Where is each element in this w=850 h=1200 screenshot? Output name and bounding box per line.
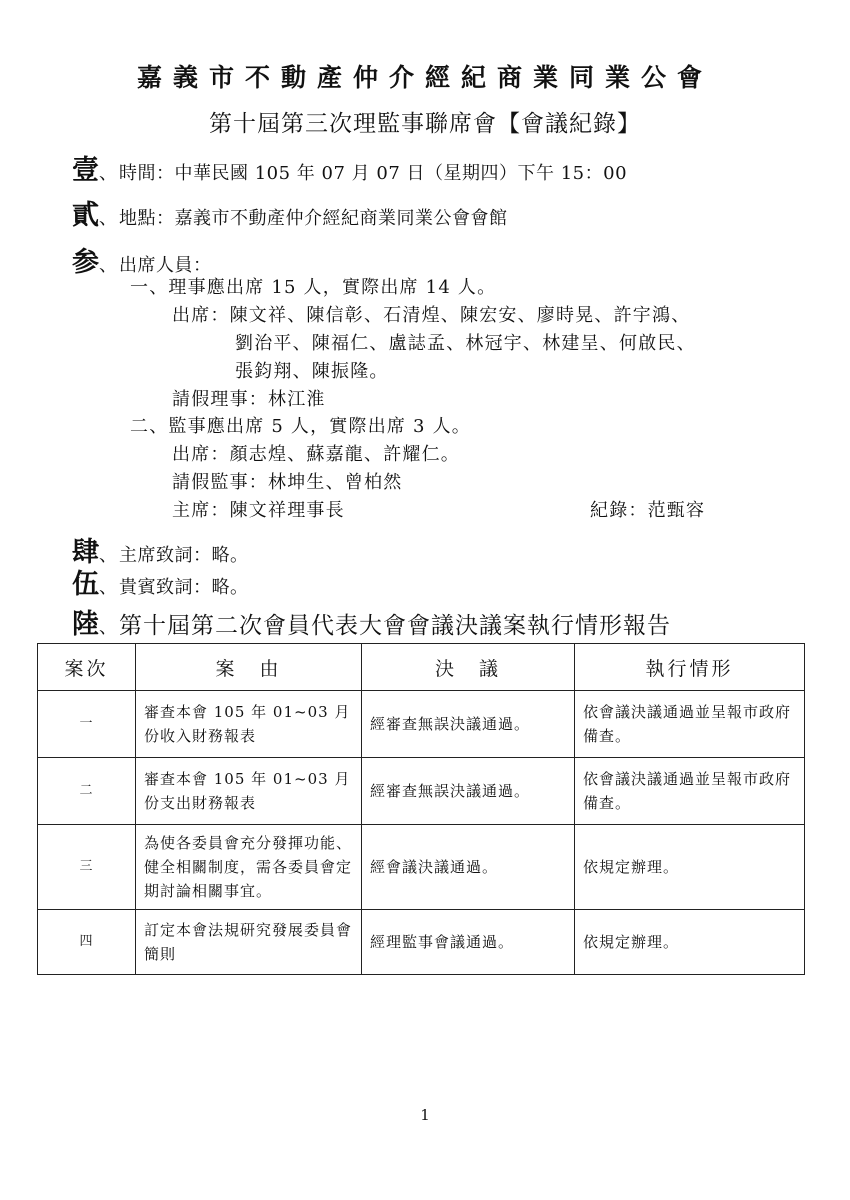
section-separator: 、	[99, 617, 117, 638]
case-subject: 審查本會 105 年 01~03 月份收入財務報表	[136, 691, 362, 758]
table-row	[38, 691, 805, 758]
case-subject: 審查本會 105 年 01~03 月份支出財務報表	[136, 758, 362, 825]
meeting-title: 第十屆第三次理監事聯席會【會議紀錄】	[209, 111, 641, 137]
case-subject: 訂定本會法規研究發展委員會簡則	[136, 910, 362, 975]
header-case-number: 案次	[38, 644, 136, 691]
table-row	[38, 758, 805, 825]
section-text: 出席人員：	[119, 255, 212, 276]
supervisors-heading: 二、監事應出席 5 人，實際出席 3 人。	[130, 416, 471, 437]
case-resolution: 經會議決議通過。	[362, 825, 575, 910]
section-report	[72, 602, 671, 641]
recorder: 紀錄：范甄容	[590, 500, 706, 521]
case-status: 依會議決議通過並呈報市政府備查。	[575, 758, 805, 825]
page-number: 1	[420, 1106, 430, 1124]
case-number: 一	[38, 691, 136, 758]
header-resolution: 決 議	[362, 644, 575, 691]
section-number: 肆	[72, 537, 99, 568]
section-guest-speech	[72, 562, 249, 601]
chairperson: 主席：陳文祥理事長	[172, 500, 345, 521]
table-header-row	[38, 644, 805, 691]
section-separator: 、	[99, 255, 117, 276]
org-title: 嘉義市不動產仲介經紀商業同業公會	[136, 63, 713, 92]
section-number: 貳	[72, 200, 99, 231]
directors-present-line-2: 劉治平、陳福仁、盧誌孟、林冠宇、林建呈、何啟民、	[235, 333, 696, 354]
directors-on-leave: 請假理事：林江淮	[172, 389, 326, 410]
directors-present-line-3: 張鈞翔、陳振隆。	[235, 361, 389, 382]
section-text: 時間：中華民國 105 年 07 月 07 日（星期四）下午 15：00	[119, 163, 628, 184]
case-status: 依規定辦理。	[575, 910, 805, 975]
case-resolution: 經審查無誤決議通過。	[362, 758, 575, 825]
table-row	[38, 825, 805, 910]
supervisors-present: 出席：顏志煌、蘇嘉龍、許耀仁。	[172, 444, 460, 465]
section-text: 貴賓致詞：略。	[119, 577, 249, 598]
header-subject: 案 由	[136, 644, 362, 691]
section-number: 参	[72, 247, 99, 278]
section-number: 壹	[72, 155, 99, 186]
case-number: 二	[38, 758, 136, 825]
section-time	[72, 148, 627, 187]
case-status: 依規定辦理。	[575, 825, 805, 910]
section-separator: 、	[99, 163, 117, 184]
section-text: 地點：嘉義市不動產仲介經紀商業同業公會會館	[119, 208, 508, 229]
case-resolution: 經審查無誤決議通過。	[362, 691, 575, 758]
directors-heading: 一、理事應出席 15 人，實際出席 14 人。	[130, 277, 497, 298]
section-separator: 、	[99, 208, 117, 229]
case-subject: 為使各委員會充分發揮功能、健全相關制度，需各委員會定期討論相關事宜。	[136, 825, 362, 910]
case-number: 三	[38, 825, 136, 910]
section-number: 陸	[72, 609, 99, 640]
case-number: 四	[38, 910, 136, 975]
section-text: 主席致詞：略。	[119, 545, 249, 566]
case-status: 依會議決議通過並呈報市政府備查。	[575, 691, 805, 758]
resolution-report-table	[37, 643, 805, 975]
section-separator: 、	[99, 577, 117, 598]
header-execution-status: 執行情形	[575, 644, 805, 691]
supervisors-on-leave: 請假監事：林坤生、曾柏然	[172, 472, 403, 493]
directors-present-line-1: 出席：陳文祥、陳信彰、石清煌、陳宏安、廖時晃、許宇鴻、	[172, 305, 691, 326]
section-text: 第十屆第二次會員代表大會會議決議案執行情形報告	[119, 613, 671, 639]
case-resolution: 經理監事會議通過。	[362, 910, 575, 975]
section-number: 伍	[72, 569, 99, 600]
table-row	[38, 910, 805, 975]
section-separator: 、	[99, 545, 117, 566]
section-location	[72, 193, 508, 232]
